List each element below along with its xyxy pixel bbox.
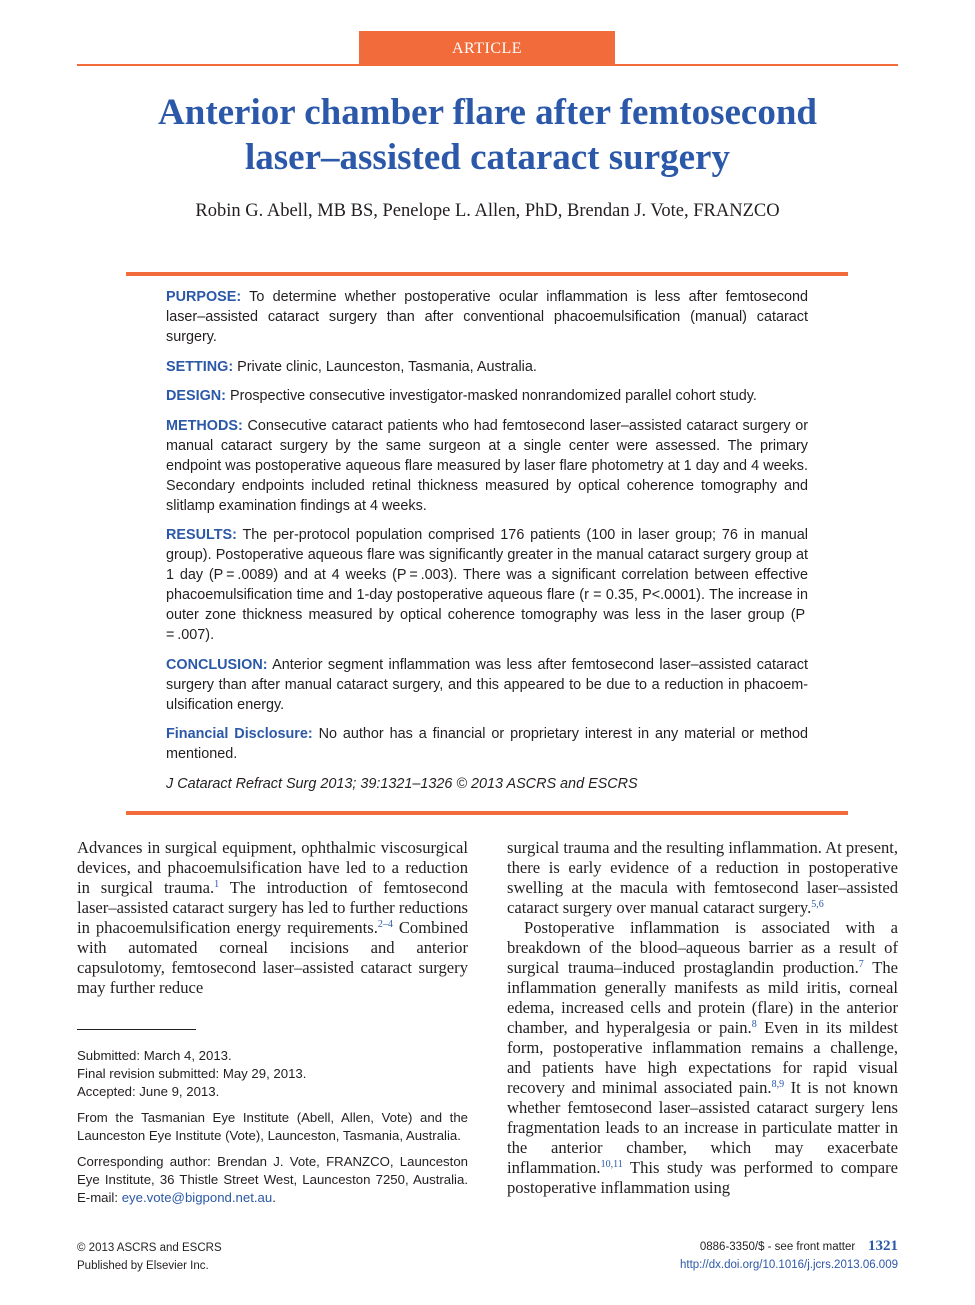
body-text: It is not known whether femtosecond laser–assisted cataract surgery lens fragmentation leads to an increase in particulate matter in the anterior chamber, which may exacerbate inflammation. — [507, 1078, 898, 1177]
abstract-disclosure — [166, 724, 808, 764]
author-list: Robin G. Abell, MB BS, Penelope L. Allen, PhD, Brendan J. Vote, FRANZCO — [195, 201, 780, 221]
reference-link[interactable]: 8,9 — [771, 1079, 785, 1090]
body-text: surgical trauma and the resulting inflammation. At present, there is early evidence of a reduction in postoperative swelling at the macula with femtosecond laser–assisted cataract surgery over manual cataract surgery. — [507, 838, 898, 917]
body-text: The inflammation generally manifests as mild iritis, corneal edema, increased cells and protein (flare) in the anterior chamber, and hyperalgesia or pain. — [507, 958, 898, 1037]
abstract-purpose — [166, 287, 808, 347]
article-title — [77, 90, 898, 180]
disclosure-text: No author has a financial or proprietary interest in any material or method mentioned. — [166, 726, 808, 762]
body-text: Even in its mildest form, postoperative inflammation remains a challenge, and patients have high expectations for rapid visual recovery and minimal associated pain. — [507, 1018, 898, 1097]
abstract-bottom-rule — [126, 811, 848, 815]
accepted-date: Accepted: June 9, 2013. — [77, 1084, 220, 1099]
footer-publisher: Published by Elsevier Inc. — [77, 1260, 209, 1272]
title-line-2: laser–assisted cataract surgery — [245, 137, 730, 178]
email-link[interactable]: eye.vote@bigpond.net.au — [121, 1190, 273, 1205]
abstract-setting — [166, 357, 808, 377]
affiliation: From the Tasmanian Eye Institute (Abell, Allen, Vote) and the Launceston Eye Institute (Vote), Launceston, Tasmania, Australia. — [77, 1110, 468, 1143]
conclusion-label: CONCLUSION: — [166, 656, 268, 673]
body-paragraph — [507, 838, 898, 918]
purpose-text: To determine whether postoperative ocular inflammation is less after femtosecond laser–assisted cataract surgery than after conventional phacoemulsification (manual) cataract surgery. — [166, 289, 808, 345]
submitted-date: Submitted: March 4, 2013. — [77, 1048, 232, 1063]
abstract-methods — [166, 416, 808, 516]
methods-text: Consecutive cataract patients who had femtosecond laser–assisted cataract surgery or manual cataract surgery by the same surgeon at a single center were assessed. The primary endpoint was postoperative aqueous flare measured by laser flare photometry at 1 day and 4 weeks. Secondary endpoints included retinal thickness measured by optical coherence tomography and slitlamp examination findings at 4 weeks. — [166, 417, 808, 514]
setting-text: Private clinic, Launceston, Tasmania, Australia. — [233, 358, 537, 375]
design-label: DESIGN: — [166, 388, 226, 404]
reference-link[interactable]: 8 — [751, 1019, 757, 1030]
title-line-1: Anterior chamber flare after femtosecond — [158, 92, 817, 133]
setting-label: SETTING: — [166, 358, 234, 375]
revised-date: Final revision submitted: May 29, 2013. — [77, 1066, 307, 1081]
abstract-top-rule — [126, 272, 848, 276]
methods-label: METHODS: — [166, 417, 243, 434]
reference-link[interactable]: 10,11 — [600, 1159, 623, 1170]
disclosure-label: Financial Disclosure: — [166, 726, 313, 742]
footer-issn-line — [498, 1237, 898, 1256]
abstract-design — [166, 386, 808, 406]
body-text: The introduction of femtosecond laser–assisted cataract surgery has led to further reductions in phacoemulsification energy requirements. — [77, 878, 469, 937]
reference-link[interactable]: 7 — [858, 959, 864, 970]
body-text: Combined with automated corneal incisions and anterior capsulotomy, femtosecond laser–assisted cataract surgery may further reduce — [77, 918, 468, 997]
footer-copyright: © 2013 ASCRS and ESCRS — [77, 1242, 222, 1254]
reference-link[interactable]: 2–4 — [377, 919, 393, 930]
results-label: RESULTS: — [166, 527, 237, 543]
footnote-rule — [77, 1029, 196, 1030]
corresponding-text: Corresponding author: Brendan J. Vote, FRANZCO, Launceston Eye Institute, 36 Thistle Street West, Launceston 7250, Australia. E-mail: — [77, 1154, 468, 1205]
purpose-label: PURPOSE: — [166, 289, 242, 305]
body-column-right — [507, 838, 898, 1198]
reference-link[interactable]: 5,6 — [811, 899, 824, 910]
body-text: This study was performed to compare postoperative inflammation using — [507, 1158, 898, 1197]
page-number: 1321 — [868, 1238, 898, 1254]
article-notes — [77, 1047, 468, 1215]
corresponding-author — [77, 1153, 468, 1207]
abstract-conclusion — [166, 655, 808, 715]
reference-link[interactable]: 1 — [214, 879, 220, 890]
footer-left — [77, 1239, 222, 1275]
footer-right — [498, 1237, 898, 1274]
abstract — [166, 287, 808, 803]
corresponding-end: . — [272, 1190, 276, 1205]
footer-issn: 0886-3350/$ - see front matter — [699, 1241, 856, 1253]
body-column-left — [77, 838, 468, 998]
body-text: Advances in surgical equipment, ophthalmic viscosurgical devices, and phacoemulsification have led to a reduction in surgical trauma. — [77, 838, 468, 897]
header-rule — [77, 64, 898, 66]
article-type-tag: ARTICLE — [359, 31, 615, 65]
dates — [77, 1047, 468, 1101]
body-text: Postoperative inflammation is associated with a breakdown of the blood–aqueous barrier as a result of surgical trauma–induced prostaglandin production. — [507, 918, 898, 977]
doi-link[interactable]: http://dx.doi.org/10.1016/j.jcrs.2013.06.009 — [679, 1259, 898, 1271]
body-paragraph — [507, 918, 898, 1198]
abstract-results — [166, 525, 808, 645]
journal-citation: J Cataract Refract Surg 2013; 39:1321–1326 © 2013 ASCRS and ESCRS — [166, 775, 638, 792]
design-text: Prospective consecutive investigator-masked nonrandomized parallel cohort study. — [225, 388, 757, 404]
body-paragraph — [77, 838, 468, 998]
results-text: The per-protocol population comprised 176 patients (100 in laser group; 76 in manual group). Postoperative aqueous flare was significantly greater in the manual cataract surgery group at 1 day (P = .0089) and at 4 weeks (P = .003). There was a significant correlation between effective phacoemulsification time and 1-day postoperative aqueous flare (r = 0.35, P<.0001). The increase in outer zone thickness measured by optical coherence tomography was less in the laser group (P = .007). — [166, 527, 808, 643]
conclusion-text: Anterior segment inflammation was less after femtosecond laser–assisted cataract surgery than after manual cataract surgery, and this appeared to be due to a reduction in phacoemulsification energy. — [166, 656, 808, 713]
